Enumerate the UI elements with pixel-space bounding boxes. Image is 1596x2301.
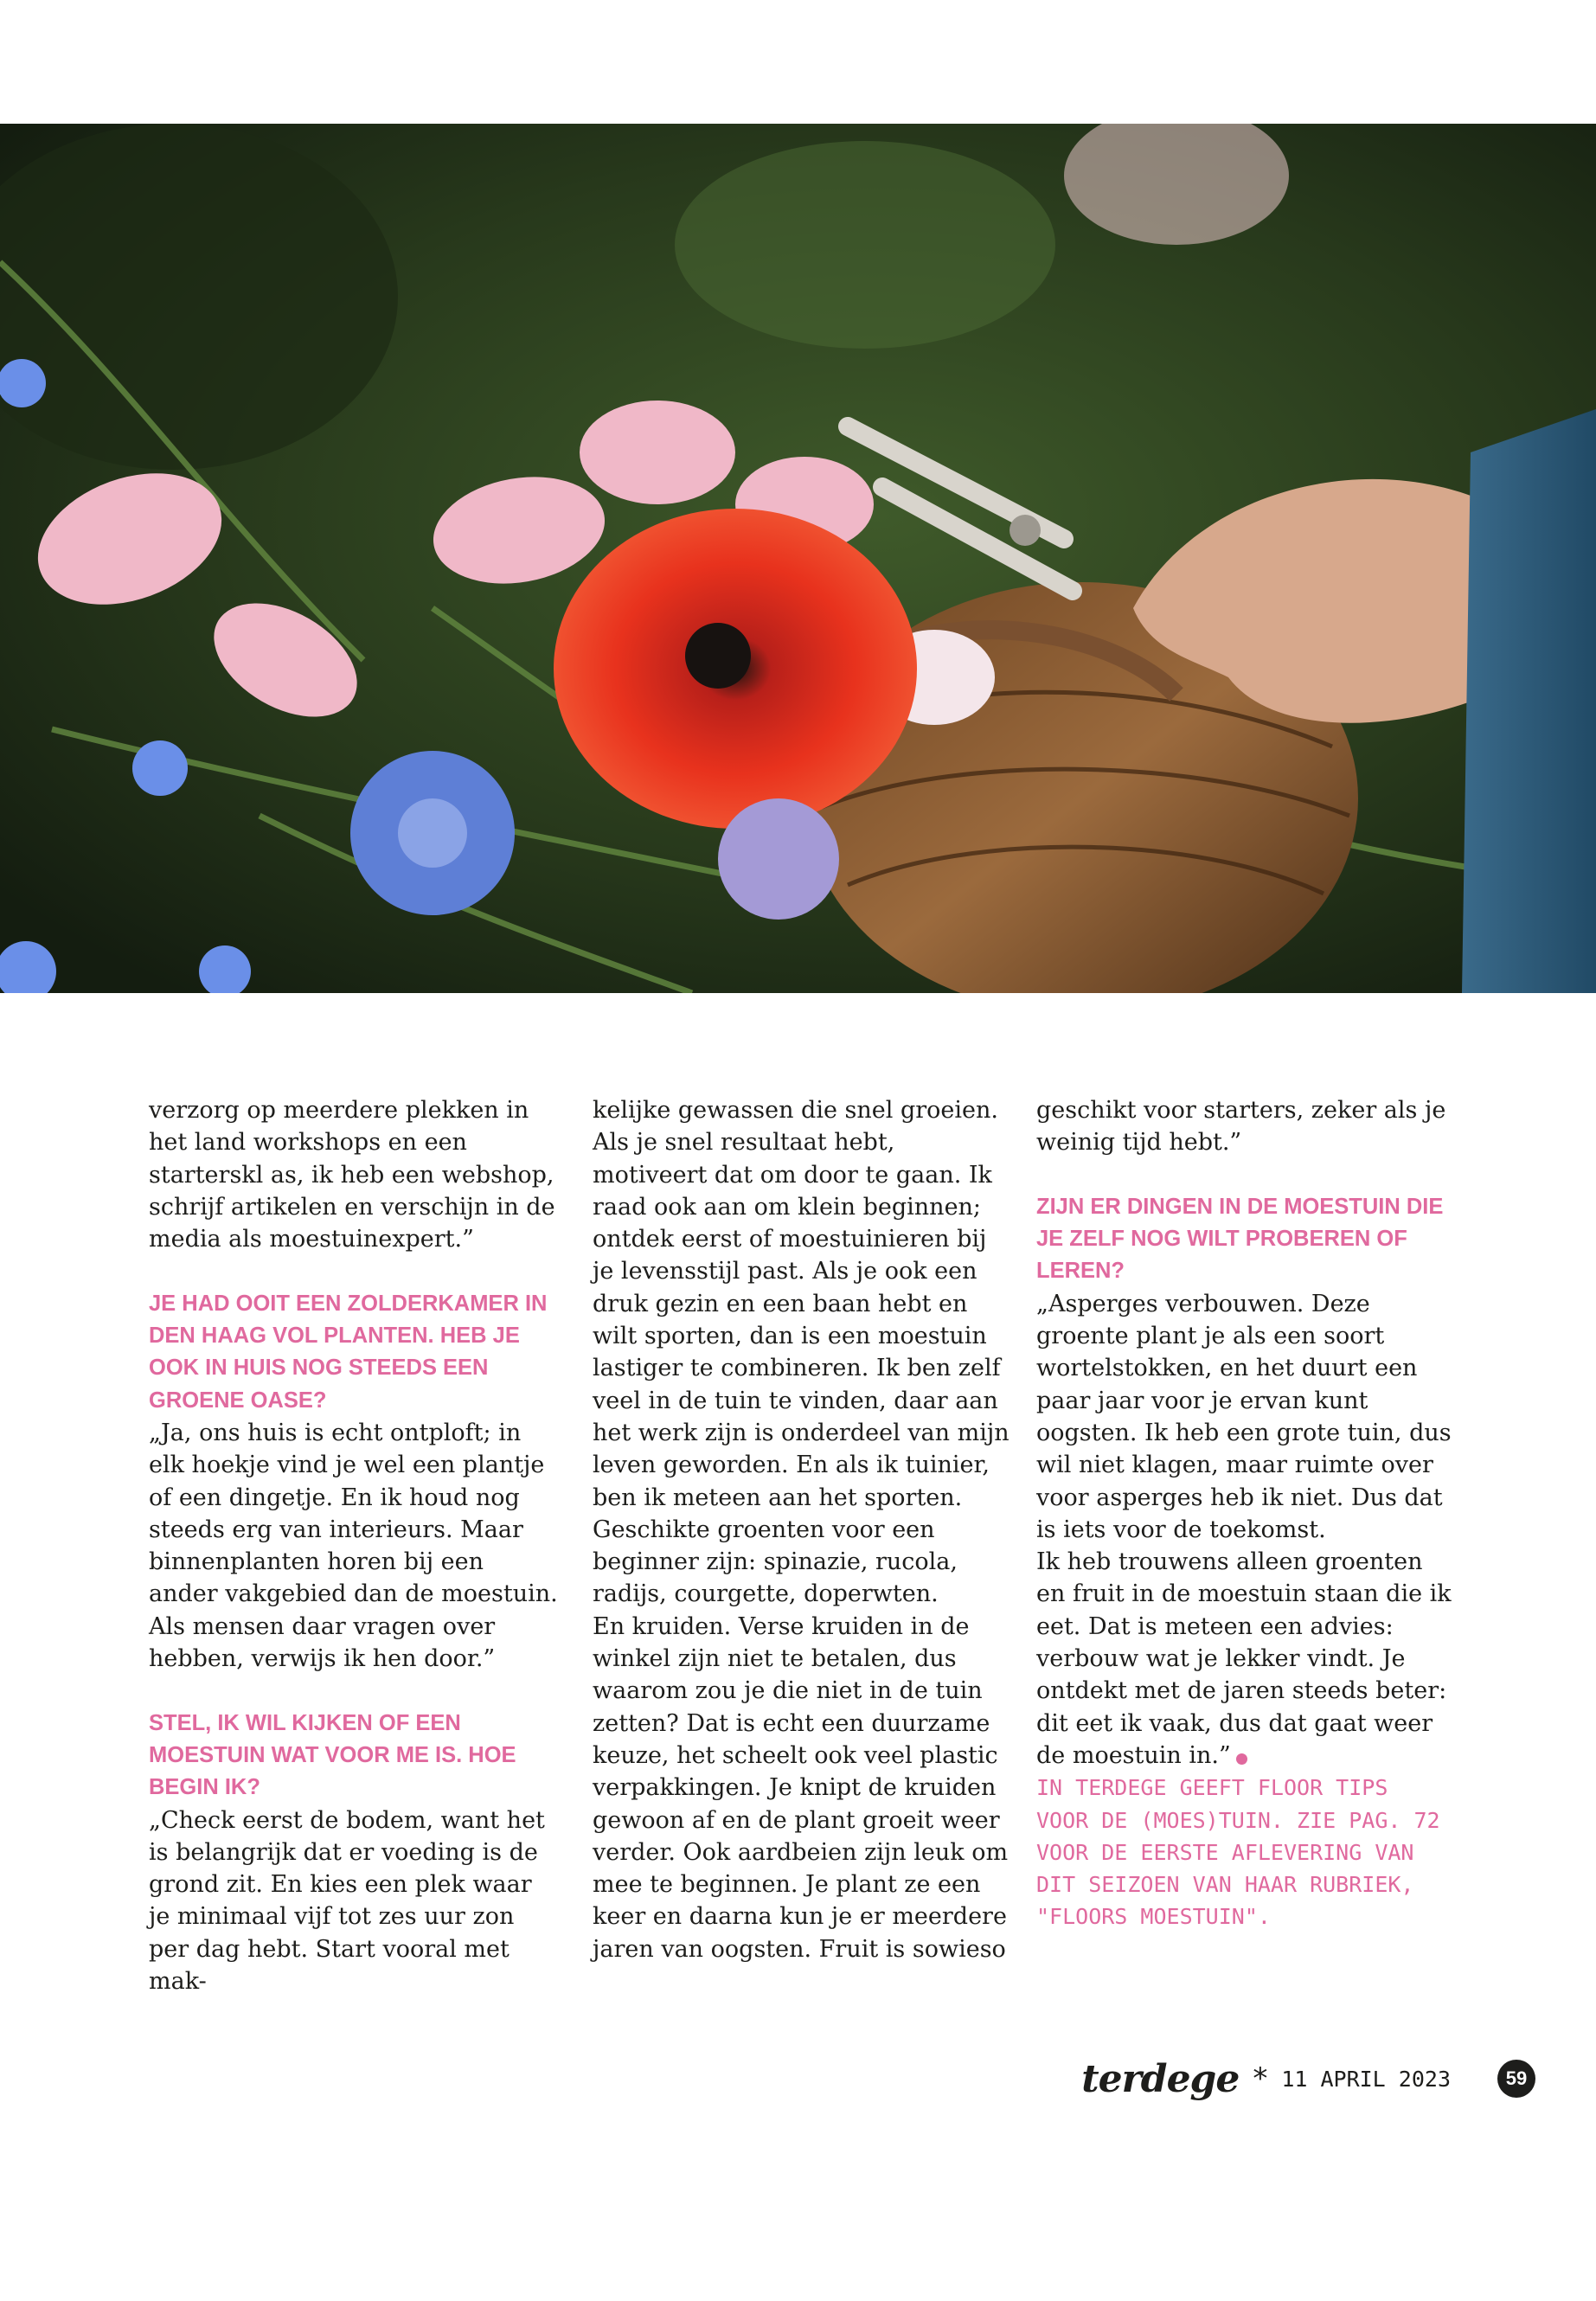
flowers-basket-scissors-photo-icon [0,124,1596,993]
hero-photo [0,124,1596,993]
page-footer [1081,2048,1535,2109]
text-column-1 [149,1094,560,1997]
body-paragraph: En kruiden. Verse kruiden in de winkel zijn niet te betalen, dus waarom zou je die niet in de tuin zetten? Dat is echt een duurzame keuze, het scheelt ook veel plastic verpakkingen. Je knipt de kruiden gewoon af en de plant groeit weer verder. Ook aardbeien zijn leuk om mee te beginnen. Je plant ze een keer en daarna kun je er meerdere jaren van oogsten. Fruit is sowieso [593,1612,1009,1963]
body-paragraph: „Asperges verbouwen. Deze groente plant je als een soort wortelstokken, en het duurt een paar jaar voor je ervan kunt oogsten. Ik heb een grote tuin, dus wil niet klagen, maar ruimte over voor asperges heb ik niet. Dus dat is iets voor de toekomst. [1036,1290,1452,1543]
text-column-3 [1036,1094,1452,1933]
question-heading: JE HAD OOIT EEN ZOLDERKAMER IN DEN HAAG VOL PLANTEN. HEB JE OOK IN HUIS NOG STEEDS EEN GROENE OASE? [149,1291,548,1413]
body-paragraph: kelijke gewassen die snel groeien. Als je snel resultaat hebt, motiveert dat om door te gaan. Ik raad ook aan om klein beginnen; ontdek eerst of moestuinieren bij je levensstijl past. Als je ook een druk gezin en een baan hebt en wilt sporten, dan is een moestuin lastiger te combineren. Ik ben zelf veel in de tuin te vinden, daar aan het werk zijn is onderdeel van mijn leven geworden. En als ik tuinier, ben ik meteen aan het sporten. Geschikte groenten voor een beginner zijn: spinazie, rucola, radijs, courgette, doperwten. [593,1097,1010,1608]
question-heading: ZIJN ER DINGEN IN DE MOESTUIN DIE JE ZELF NOG WILT PROBEREN OF LEREN? [1036,1194,1444,1284]
asterisk-icon: * [1253,2061,1268,2096]
body-paragraph [1036,1546,1452,1772]
issue-date: 11 APRIL 2023 [1281,2066,1451,2092]
end-mark-icon [1236,1753,1247,1765]
body-paragraph: „Ja, ons huis is echt ontploft; in elk hoekje vind je wel een plantje of een dingetje. En ik houd nog steeds erg van interieurs. Maar binnenplanten horen bij een ander vakgebied dan de moestuin. Als mensen daar vragen over hebben, verwijs ik hen door.” [149,1419,558,1673]
body-paragraph: geschikt voor starters, zeker als je weinig tijd hebt.” [1036,1097,1446,1157]
text-column-2 [593,1094,1012,1965]
page-number-badge: 59 [1497,2060,1535,2098]
closing-paragraph-text: Ik heb trouwens alleen groenten en fruit in de moestuin staan die ik eet. Dat is meteen een advies: verbouw wat je lekker vindt. Je ontdekt met de jaren steeds beter: dit eet ik vaak, dus dat gaat weer de moestuin in.” [1036,1548,1452,1769]
question-heading: STEL, IK WIL KIJKEN OF EEN MOESTUIN WAT VOOR ME IS. HOE BEGIN IK? [149,1710,516,1800]
body-paragraph: verzorg op meerdere plekken in het land workshops en een starterskl as, ik heb een webshop, schrijf artikelen en verschijn in de media als moestuinexpert.” [149,1097,555,1253]
magazine-logo: terdege [1081,2056,1240,2101]
series-note: IN TERDEGE GEEFT FLOOR TIPS VOOR DE (MOES)TUIN. ZIE PAG. 72 VOOR DE EERSTE AFLEVERING VAN DIT SEIZOEN VAN HAAR RUBRIEK, "FLOORS MOESTUIN". [1036,1775,1440,1930]
body-paragraph: „Check eerst de bodem, want het is belangrijk dat er voeding is de grond zit. En kies een plek waar je minimaal vijf tot zes uur zon per dag hebt. Start vooral met mak- [149,1806,545,1996]
